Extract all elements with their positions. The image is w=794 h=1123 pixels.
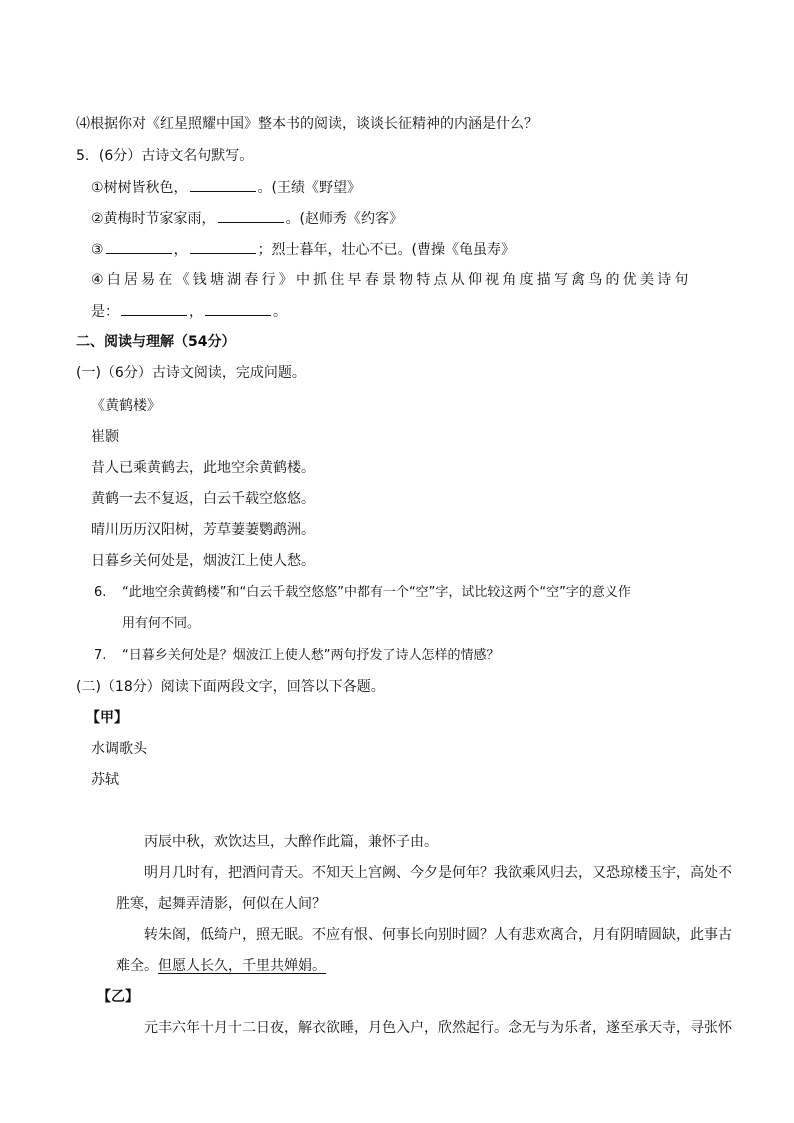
answer-blank[interactable] <box>121 301 187 316</box>
answer-blank[interactable] <box>218 208 284 223</box>
question-4-sub-4: ⑷根据你对《红星照耀中国》整本书的阅读，谈谈长征精神的内涵是什么？ <box>76 116 538 132</box>
item-3-text: ；烈士暮年，壮心不已。(曹操《龟虽寿》 <box>257 242 516 258</box>
item-2-text: ②黄梅时节家家雨， <box>91 211 216 227</box>
passage-jia-label: 【甲】 <box>86 710 128 726</box>
item-4-text: ④白居易在《钱塘湖春行》中抓住早春景物特点从仰视角度描写禽鸟的优美诗句 <box>91 272 692 288</box>
answer-blank[interactable] <box>205 301 271 316</box>
question-5-item-1 <box>91 177 361 198</box>
poem-line: 黄鹤一去不复返，白云千载空悠悠。 <box>91 491 315 507</box>
ci-author: 苏轼 <box>91 772 119 788</box>
question-5-item-4-line-2 <box>91 301 287 322</box>
underlined-sentence: 但愿人长久，千里共婵娟。 <box>158 958 326 974</box>
poem-line: 日暮乡关何处是，烟波江上使人愁。 <box>91 553 315 569</box>
poem-title: 《黄鹤楼》 <box>91 398 161 414</box>
item-1-text: ①树树皆秋色， <box>91 180 188 196</box>
ci-paragraph-1-cont: 胜寒，起舞弄清影，何似在人间？ <box>116 896 326 912</box>
ci-title: 水调歌头 <box>91 741 147 757</box>
item-2-source: 。(赵师秀《约客》 <box>285 211 404 227</box>
ci-paragraph-2-cont <box>116 956 326 976</box>
item-4-end: 。 <box>273 304 287 320</box>
ci-paragraph-2: 转朱阁，低绮户，照无眠。不应有恨、何事长向别时圆？人有悲欢离合，月有阴晴圆缺，此事古 <box>144 927 732 943</box>
question-6-text: “此地空余黄鹤楼”和“白云千载空悠悠”中都有一个“空”字，试比较这两个“空”字的意义作 <box>122 585 631 600</box>
question-6-number: 6. <box>94 585 107 600</box>
answer-blank[interactable] <box>190 239 256 254</box>
poem-line: 晴川历历汉阳树，芳草萋萋鹦鹉洲。 <box>91 522 315 538</box>
question-5-item-2 <box>91 208 403 229</box>
poem-line: 昔人已乘黄鹤去，此地空余黄鹤楼。 <box>91 460 315 476</box>
question-7-number: 7. <box>94 648 107 663</box>
part-2-title: (二)（18分）阅读下面两段文字，回答以下各题。 <box>76 679 385 695</box>
item-3-comma: ， <box>173 242 188 258</box>
section-2-heading: 二、阅读与理解（54分） <box>76 334 236 350</box>
passage-yi-text: 元丰六年十月十二日夜，解衣欲睡，月色入户，欣然起行。念无与为乐者，遂至承天寺，寻张怀 <box>144 1020 732 1036</box>
item-1-source: 。(王绩《野望》 <box>257 180 362 196</box>
ci-text: 难全。 <box>116 958 158 974</box>
ci-preface: 丙辰中秋，欢饮达旦，大醉作此篇，兼怀子由。 <box>144 834 438 850</box>
question-5-item-3 <box>91 239 515 260</box>
poem-author: 崔颢 <box>91 429 119 445</box>
item-4-comma: ， <box>189 304 203 320</box>
ci-paragraph-1: 明月几时有，把酒问青天。不知天上宫阙、今夕是何年？我欲乘风归去，又恐琼楼玉宇，高处不 <box>144 865 732 881</box>
question-7-text: “日暮乡关何处是？烟波江上使人愁”两句抒发了诗人怎样的情感？ <box>122 648 500 663</box>
answer-blank[interactable] <box>106 239 172 254</box>
item-4-prefix: 是： <box>91 304 119 320</box>
question-5-item-4-line-1 <box>91 270 727 290</box>
question-5-title: 5．(6分）古诗文名句默写。 <box>76 148 254 164</box>
part-1-title: (一)（6分）古诗文阅读，完成问题。 <box>76 365 306 381</box>
answer-blank[interactable] <box>190 177 256 192</box>
item-3-marker: ③ <box>91 242 104 258</box>
passage-yi-label: 【乙】 <box>97 989 139 1005</box>
question-6-text-cont: 用有何不同。 <box>122 616 201 631</box>
